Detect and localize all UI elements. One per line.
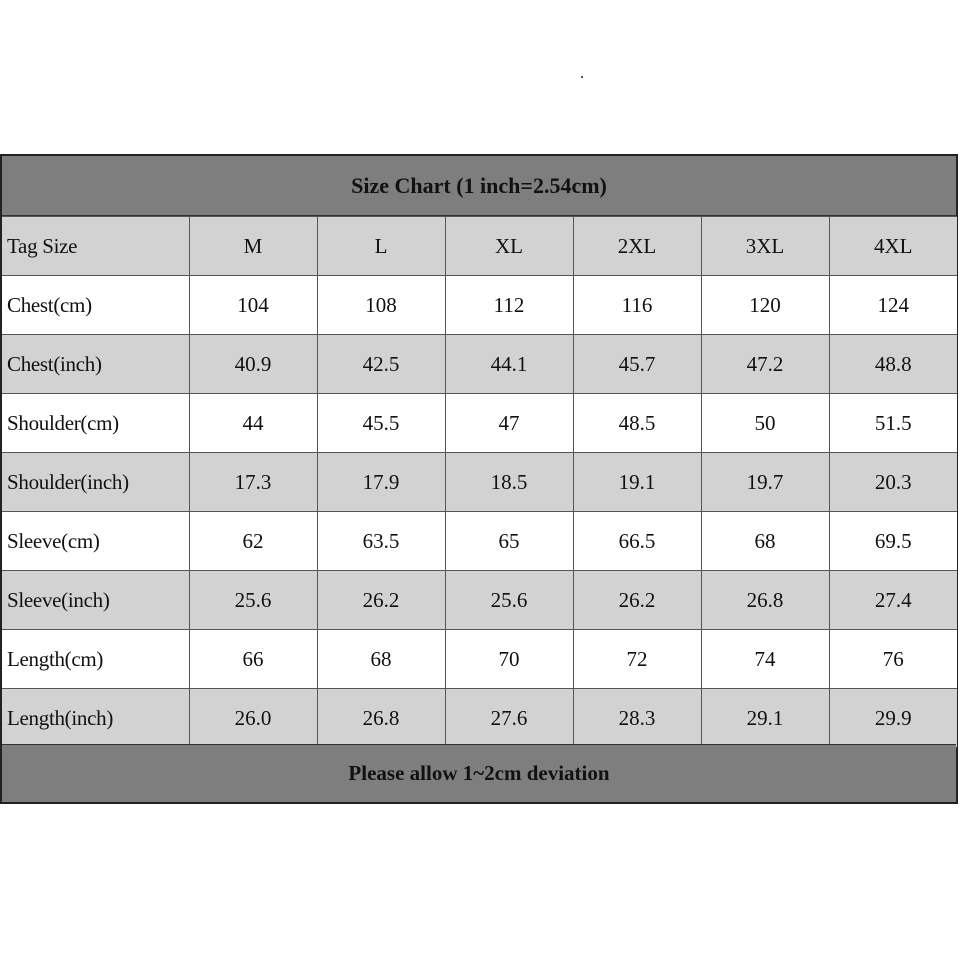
- table-cell: 48.8: [829, 335, 957, 394]
- table-cell: 27.4: [829, 571, 957, 630]
- row-label: Shoulder(inch): [2, 453, 189, 512]
- table-row: [2, 394, 957, 453]
- table-cell: 18.5: [445, 453, 573, 512]
- table-cell: 17.3: [189, 453, 317, 512]
- size-header-cell: XL: [445, 217, 573, 276]
- table-row: [2, 453, 957, 512]
- table-cell: 47.2: [701, 335, 829, 394]
- table-cell: 45.5: [317, 394, 445, 453]
- stray-dot: [581, 76, 583, 78]
- table-row: [2, 276, 957, 335]
- size-table: [2, 216, 957, 748]
- table-row: [2, 571, 957, 630]
- table-cell: 48.5: [573, 394, 701, 453]
- row-label: Chest(cm): [2, 276, 189, 335]
- table-cell: 65: [445, 512, 573, 571]
- table-cell: 44.1: [445, 335, 573, 394]
- table-cell: 19.1: [573, 453, 701, 512]
- table-cell: 42.5: [317, 335, 445, 394]
- table-row: [2, 689, 957, 748]
- table-cell: 25.6: [445, 571, 573, 630]
- table-cell: 26.8: [317, 689, 445, 748]
- deviation-note: Please allow 1~2cm deviation: [2, 744, 956, 802]
- size-header-cell: 2XL: [573, 217, 701, 276]
- table-cell: 26.0: [189, 689, 317, 748]
- table-cell: 104: [189, 276, 317, 335]
- table-cell: 45.7: [573, 335, 701, 394]
- table-cell: 69.5: [829, 512, 957, 571]
- table-cell: 17.9: [317, 453, 445, 512]
- table-cell: 74: [701, 630, 829, 689]
- table-cell: 68: [701, 512, 829, 571]
- table-cell: 28.3: [573, 689, 701, 748]
- row-label: Chest(inch): [2, 335, 189, 394]
- table-cell: 29.9: [829, 689, 957, 748]
- table-cell: 26.8: [701, 571, 829, 630]
- table-cell: 40.9: [189, 335, 317, 394]
- table-cell: 62: [189, 512, 317, 571]
- table-cell: 50: [701, 394, 829, 453]
- size-chart: [0, 154, 958, 804]
- size-header-cell: M: [189, 217, 317, 276]
- table-cell: 112: [445, 276, 573, 335]
- table-cell: 26.2: [317, 571, 445, 630]
- table-cell: 66: [189, 630, 317, 689]
- table-cell: 29.1: [701, 689, 829, 748]
- row-label: Shoulder(cm): [2, 394, 189, 453]
- table-cell: 120: [701, 276, 829, 335]
- table-cell: 27.6: [445, 689, 573, 748]
- table-cell: 70: [445, 630, 573, 689]
- row-label: Length(cm): [2, 630, 189, 689]
- table-cell: 76: [829, 630, 957, 689]
- size-header-cell: L: [317, 217, 445, 276]
- table-cell: 72: [573, 630, 701, 689]
- header-label: Tag Size: [2, 217, 189, 276]
- table-cell: 124: [829, 276, 957, 335]
- table-cell: 51.5: [829, 394, 957, 453]
- header-row: [2, 217, 957, 276]
- table-cell: 19.7: [701, 453, 829, 512]
- table-cell: 108: [317, 276, 445, 335]
- size-header-cell: 3XL: [701, 217, 829, 276]
- table-cell: 20.3: [829, 453, 957, 512]
- table-cell: 63.5: [317, 512, 445, 571]
- table-row: [2, 335, 957, 394]
- table-cell: 44: [189, 394, 317, 453]
- table-cell: 26.2: [573, 571, 701, 630]
- row-label: Length(inch): [2, 689, 189, 748]
- table-cell: 116: [573, 276, 701, 335]
- chart-title: Size Chart (1 inch=2.54cm): [2, 156, 956, 216]
- row-label: Sleeve(inch): [2, 571, 189, 630]
- table-row: [2, 512, 957, 571]
- size-header-cell: 4XL: [829, 217, 957, 276]
- row-label: Sleeve(cm): [2, 512, 189, 571]
- table-cell: 68: [317, 630, 445, 689]
- table-cell: 66.5: [573, 512, 701, 571]
- table-cell: 25.6: [189, 571, 317, 630]
- table-cell: 47: [445, 394, 573, 453]
- table-row: [2, 630, 957, 689]
